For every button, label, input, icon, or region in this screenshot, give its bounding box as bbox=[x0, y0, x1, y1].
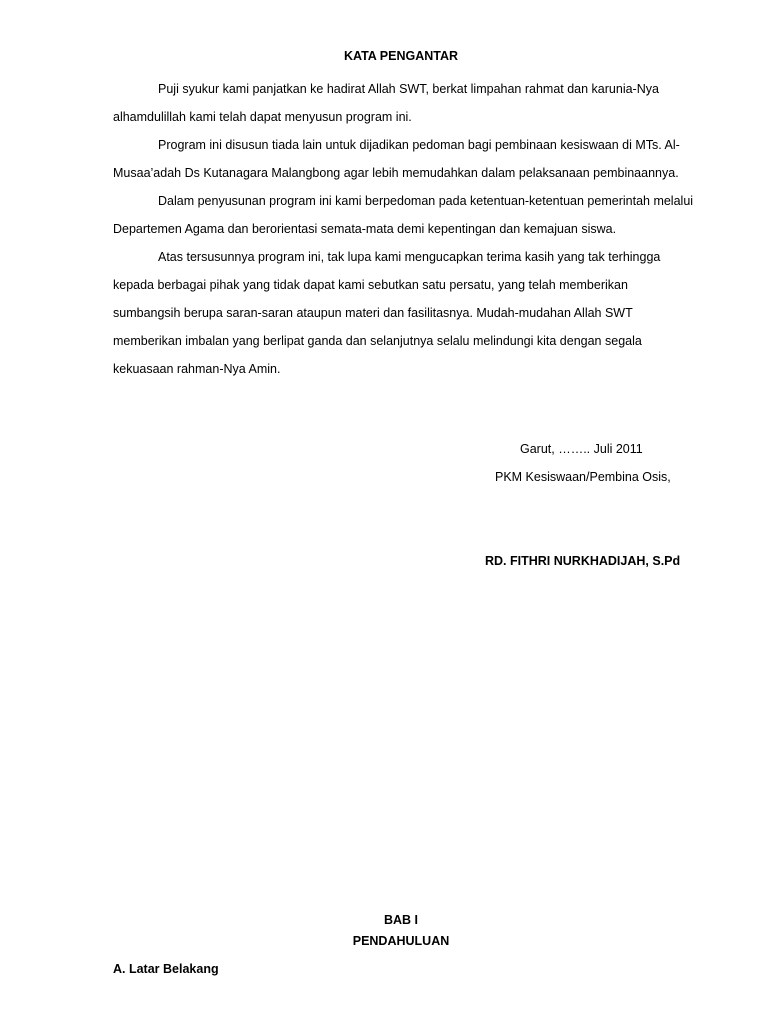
signature-role: PKM Kesiswaan/Pembina Osis, bbox=[495, 470, 671, 484]
foreword-paragraph-4 bbox=[113, 243, 691, 383]
paragraph-line: Dalam penyusunan program ini kami berpedoman pada ketentuan-ketentuan pemerintah melalui bbox=[158, 194, 694, 208]
paragraph-line: kepada berbagai pihak yang tidak dapat kami sebutkan satu persatu, yang telah memberikan bbox=[113, 278, 628, 292]
chapter-number: BAB I bbox=[383, 913, 419, 927]
paragraph-line: sumbangsih berupa saran-saran ataupun materi dan fasilitasnya. Mudah-mudahan Allah SWT bbox=[113, 306, 633, 320]
foreword-body bbox=[113, 75, 694, 383]
paragraph-line: Puji syukur kami panjatkan ke hadirat Allah SWT, berkat limpahan rahmat dan karunia-Nya bbox=[158, 82, 659, 96]
foreword-paragraph-3 bbox=[113, 187, 694, 243]
paragraph-line: Musaa’adah Ds Kutanagara Malangbong agar lebih memudahkan dalam pelaksanaan pembinaannya. bbox=[113, 166, 679, 180]
paragraph-line: Atas tersusunnya program ini, tak lupa kami mengucapkan terima kasih yang tak terhingga bbox=[158, 250, 661, 264]
paragraph-line: memberikan imbalan yang berlipat ganda dan selanjutnya selalu melindungi kita dengan segala bbox=[113, 334, 642, 348]
signature-place-date: Garut, …….. Juli 2011 bbox=[520, 442, 643, 456]
paragraph-line: alhamdulillah kami telah dapat menyusun program ini. bbox=[113, 110, 412, 124]
foreword-paragraph-2 bbox=[113, 131, 691, 187]
foreword-title: KATA PENGANTAR bbox=[343, 49, 459, 63]
chapter-title: PENDAHULUAN bbox=[352, 934, 450, 948]
paragraph-line: Program ini disusun tiada lain untuk dijadikan pedoman bagi pembinaan kesiswaan di MTs. Al- bbox=[158, 138, 680, 152]
signature-name: RD. FITHRI NURKHADIJAH, S.Pd bbox=[485, 554, 681, 568]
paragraph-line: kekuasaan rahman-Nya Amin. bbox=[113, 362, 281, 376]
paragraph-line: Departemen Agama dan berorientasi semata-mata demi kepentingan dan kemajuan siswa. bbox=[113, 222, 617, 236]
foreword-paragraph-1 bbox=[113, 75, 691, 131]
section-heading: A. Latar Belakang bbox=[113, 962, 219, 976]
